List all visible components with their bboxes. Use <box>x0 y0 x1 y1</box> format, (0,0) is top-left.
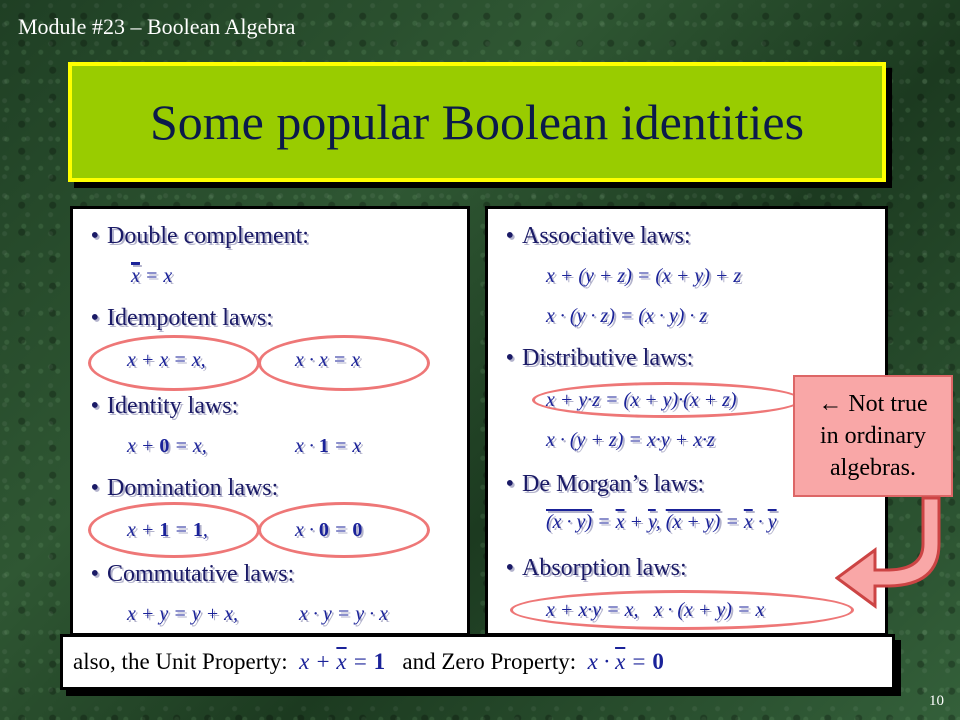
formula-domination-sum: x + 1 = 1, <box>127 519 208 541</box>
footer-box <box>60 634 895 690</box>
double-bar-x: $\overline{x}$ <box>131 262 140 287</box>
law-distributive: • Distributive laws: <box>494 345 693 372</box>
formula-double-complement: $\overline{x} = x$ <box>131 265 172 288</box>
bullet-icon: • <box>505 345 514 371</box>
bullet-icon: • <box>90 561 99 587</box>
bullet-icon: • <box>90 305 99 331</box>
formula-absorption: x + x·y = x, x · (x + y) = x <box>546 599 765 621</box>
curved-arrow-icon <box>835 494 960 614</box>
module-header: Module #23 – Boolean Algebra <box>18 14 296 39</box>
bullet-icon: • <box>505 223 514 249</box>
formula-idempotent-sum: x + x = x, <box>127 349 206 371</box>
formula-commutative-sum: x + y = y + x, <box>127 603 238 625</box>
bullet-icon: • <box>505 471 514 497</box>
bullet-icon: • <box>505 555 514 581</box>
law-absorption: • Absorption laws: <box>494 555 687 582</box>
formula-domination-product: x · 0 = 0 <box>295 519 363 541</box>
unit-property: $x + \overline{x} = 1$ <box>299 649 386 674</box>
formula-distributive-sum: x + y·z = (x + y)·(x + z) <box>546 389 737 411</box>
highlight-ellipse <box>258 502 430 558</box>
slide-title: Some popular Boolean identities <box>149 94 805 150</box>
law-commutative: • Commutative laws: <box>79 561 294 588</box>
law-domination: • Domination laws: <box>79 475 278 502</box>
law-idempotent: • Idempotent laws: <box>79 305 273 332</box>
zero-property: $x \cdot \overline{x} = 0$ <box>587 649 664 674</box>
formula-distributive-product: x · (y + z) = x·y + x·z <box>546 429 715 451</box>
bullet-icon: • <box>90 393 99 419</box>
formula-commutative-product: x · y = y · x <box>299 603 389 625</box>
formula-identity-sum: x + 0 = x, <box>127 435 207 457</box>
bullet-icon: • <box>90 223 99 249</box>
highlight-ellipse <box>532 382 802 418</box>
highlight-ellipse <box>510 590 854 630</box>
footer-middle: and Zero Property: <box>385 649 588 674</box>
highlight-ellipse <box>258 335 430 391</box>
bullet-icon: • <box>90 475 99 501</box>
formula-associative-product: x · (y · z) = (x · y) · z <box>546 305 708 327</box>
highlight-ellipse <box>88 335 260 391</box>
left-panel <box>70 206 470 636</box>
law-identity: • Identity laws: <box>79 393 238 420</box>
law-associative: • Associative laws: <box>494 223 691 250</box>
note-callout: ← Not true in ordinary algebras. <box>793 375 953 497</box>
formula-idempotent-product: x · x = x <box>295 349 361 371</box>
title-box <box>68 62 886 182</box>
formula-associative-sum: x + (y + z) = (x + y) + z <box>546 265 742 287</box>
law-de-morgan: • De Morgan’s laws: <box>494 471 704 498</box>
formula-identity-product: x · 1 = x <box>295 435 362 457</box>
footer-prefix: also, the Unit Property: <box>73 649 300 674</box>
slide-number: 10 <box>929 693 944 709</box>
formula-de-morgan: $(x \cdot y) = \overline{x} + \overline{y}$, $(x + y) = \overline{x} \cdot \overline{y}$ <box>546 511 777 533</box>
highlight-ellipse <box>88 502 260 558</box>
law-double-complement: • Double complement: <box>79 223 309 250</box>
